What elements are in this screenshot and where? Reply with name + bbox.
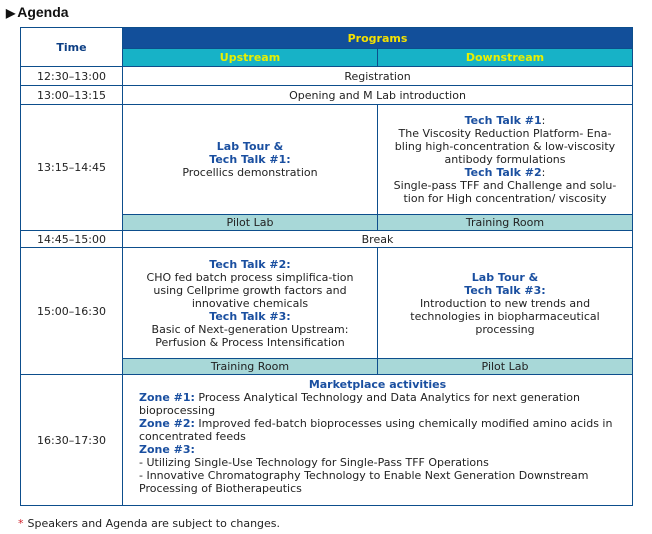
time-break: 14:45–15:00 bbox=[21, 231, 123, 248]
session1-up-text: Procellics demonstration bbox=[182, 166, 318, 179]
triangle-right-icon: ▶ bbox=[6, 6, 16, 20]
session2-up-t3: Tech Talk #3: bbox=[209, 309, 291, 323]
zone1-text: Process Analytical Technology and Data Analytics for next generation bioprocessing bbox=[139, 391, 580, 417]
header-upstream: Upstream bbox=[123, 49, 378, 67]
session1-upstream bbox=[123, 105, 378, 215]
zone2-text: Improved fed-batch bioprocesses using chemically modified amino acids in concentrated feeds bbox=[139, 417, 613, 443]
session1-up-title2: Tech Talk #1: bbox=[209, 153, 291, 166]
session1-up-room: Pilot Lab bbox=[123, 215, 378, 231]
time-session2: 15:00–16:30 bbox=[21, 248, 123, 375]
agenda-heading bbox=[6, 4, 69, 20]
zone1-label: Zone #1: bbox=[139, 391, 195, 404]
session1-down-text2: Single-pass TFF and Challenge and solu-tion for High concentration/ viscosity bbox=[393, 179, 617, 205]
session2-up-text3: Basic of Next-generation Upstream: Perfusion & Process Intensification bbox=[151, 322, 349, 349]
zone3-label: Zone #3: bbox=[139, 443, 195, 456]
session1-down-t2: Tech Talk #2 bbox=[464, 166, 542, 179]
session1-down-t1-colon: : bbox=[541, 114, 546, 127]
session1-down-t2-colon: : bbox=[541, 166, 546, 179]
header-downstream: Downstream bbox=[378, 49, 633, 67]
asterisk-icon: * bbox=[18, 517, 24, 530]
disclaimer-text: Speakers and Agenda are subject to changes. bbox=[27, 517, 281, 530]
session1-up-title: Lab Tour & bbox=[216, 140, 284, 153]
time-opening: 13:00–13:15 bbox=[21, 86, 123, 105]
session2-down-title2: Tech Talk #3: bbox=[464, 283, 546, 297]
session2-upstream bbox=[123, 248, 378, 359]
session2-down-title: Lab Tour & bbox=[471, 270, 539, 284]
registration-label: Registration bbox=[123, 67, 633, 86]
session2-down-text: Introduction to new trends and technologies in biopharmaceutical processing bbox=[410, 296, 600, 336]
zone2-label: Zone #2: bbox=[139, 417, 195, 430]
session1-down-text1: The Viscosity Reduction Platform- Ena-bling high-concentration & low-viscosity antibody formulations bbox=[394, 127, 616, 166]
session1-down-room: Training Room bbox=[378, 215, 633, 231]
session2-downstream bbox=[378, 248, 633, 359]
disclaimer-note bbox=[18, 517, 280, 530]
agenda-table bbox=[20, 27, 633, 506]
time-session1: 13:15–14:45 bbox=[21, 105, 123, 231]
zone3-item1: - Utilizing Single-Use Technology for Single-Pass TFF Operations bbox=[139, 456, 489, 469]
time-marketplace: 16:30–17:30 bbox=[21, 375, 123, 506]
break-label: Break bbox=[123, 231, 633, 248]
session2-up-t2: Tech Talk #2: bbox=[209, 257, 291, 271]
marketplace-cell bbox=[123, 375, 633, 506]
zone3-item2: - Innovative Chromatography Technology to Enable Next Generation Downstream Processing of Biotherapeutics bbox=[139, 469, 589, 495]
marketplace-title: Marketplace activities bbox=[308, 378, 447, 391]
session2-down-room: Pilot Lab bbox=[378, 359, 633, 375]
session2-up-room: Training Room bbox=[123, 359, 378, 375]
header-time: Time bbox=[21, 28, 123, 67]
time-registration: 12:30–13:00 bbox=[21, 67, 123, 86]
session1-down-t1: Tech Talk #1 bbox=[464, 114, 542, 127]
opening-label: Opening and M Lab introduction bbox=[123, 86, 633, 105]
session2-up-text2: CHO fed batch process simplifica-tion using Cellprime growth factors and innovative chemicals bbox=[146, 270, 354, 310]
header-programs: Programs bbox=[123, 28, 633, 49]
session1-downstream bbox=[378, 105, 633, 215]
agenda-heading-text: Agenda bbox=[17, 4, 69, 20]
